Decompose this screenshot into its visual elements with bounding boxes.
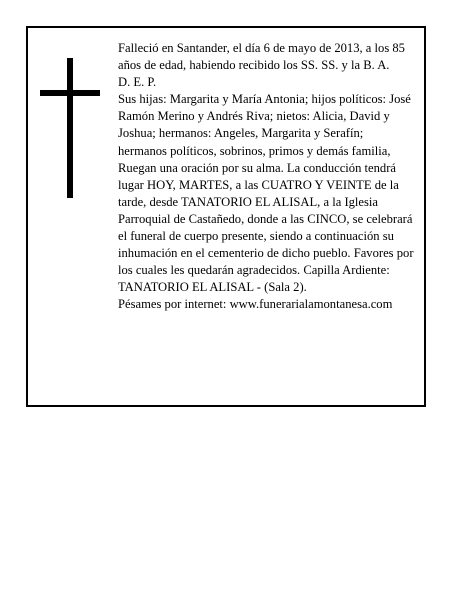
obituary-notice bbox=[26, 26, 426, 407]
cross-horizontal-bar bbox=[40, 90, 100, 96]
notice-text bbox=[118, 40, 414, 314]
funeral-details: Ruegan una oración por su alma. La conducción tendrá lugar HOY, MARTES, a las CUATRO Y VEINTE de la tarde, desde TANATORIO EL ALISAL, a la Iglesia Parroquial de Castañedo, donde a las CINCO, se celebrará el funeral de cuerpo presente, siendo a continuación su inhumación en el cementerio de dicho pueblo. Favores por los cuales les quedarán agradecidos. Capilla Ardiente: TANATORIO EL ALISAL - (Sala 2). bbox=[118, 160, 414, 295]
death-announcement: Falleció en Santander, el día 6 de mayo de 2013, a los 85 años de edad, habiendo recibido los SS. SS. y la B. A. bbox=[118, 41, 405, 73]
condolences-line: Pésames por internet: www.funerarialamontanesa.com bbox=[118, 297, 393, 312]
cross-vertical-bar bbox=[67, 58, 73, 198]
family-list: Sus hijas: Margarita y María Antonia; hijos políticos: José Ramón Merino y Andrés Riva; nietos: Alicia, David y Joshua; hermanos: Angeles, Margarita y Serafín; hermanos políticos, sobrinos, primos y demás familia, bbox=[118, 92, 411, 158]
cross-icon bbox=[40, 58, 100, 198]
rip-line: D. E. P. bbox=[118, 75, 157, 90]
